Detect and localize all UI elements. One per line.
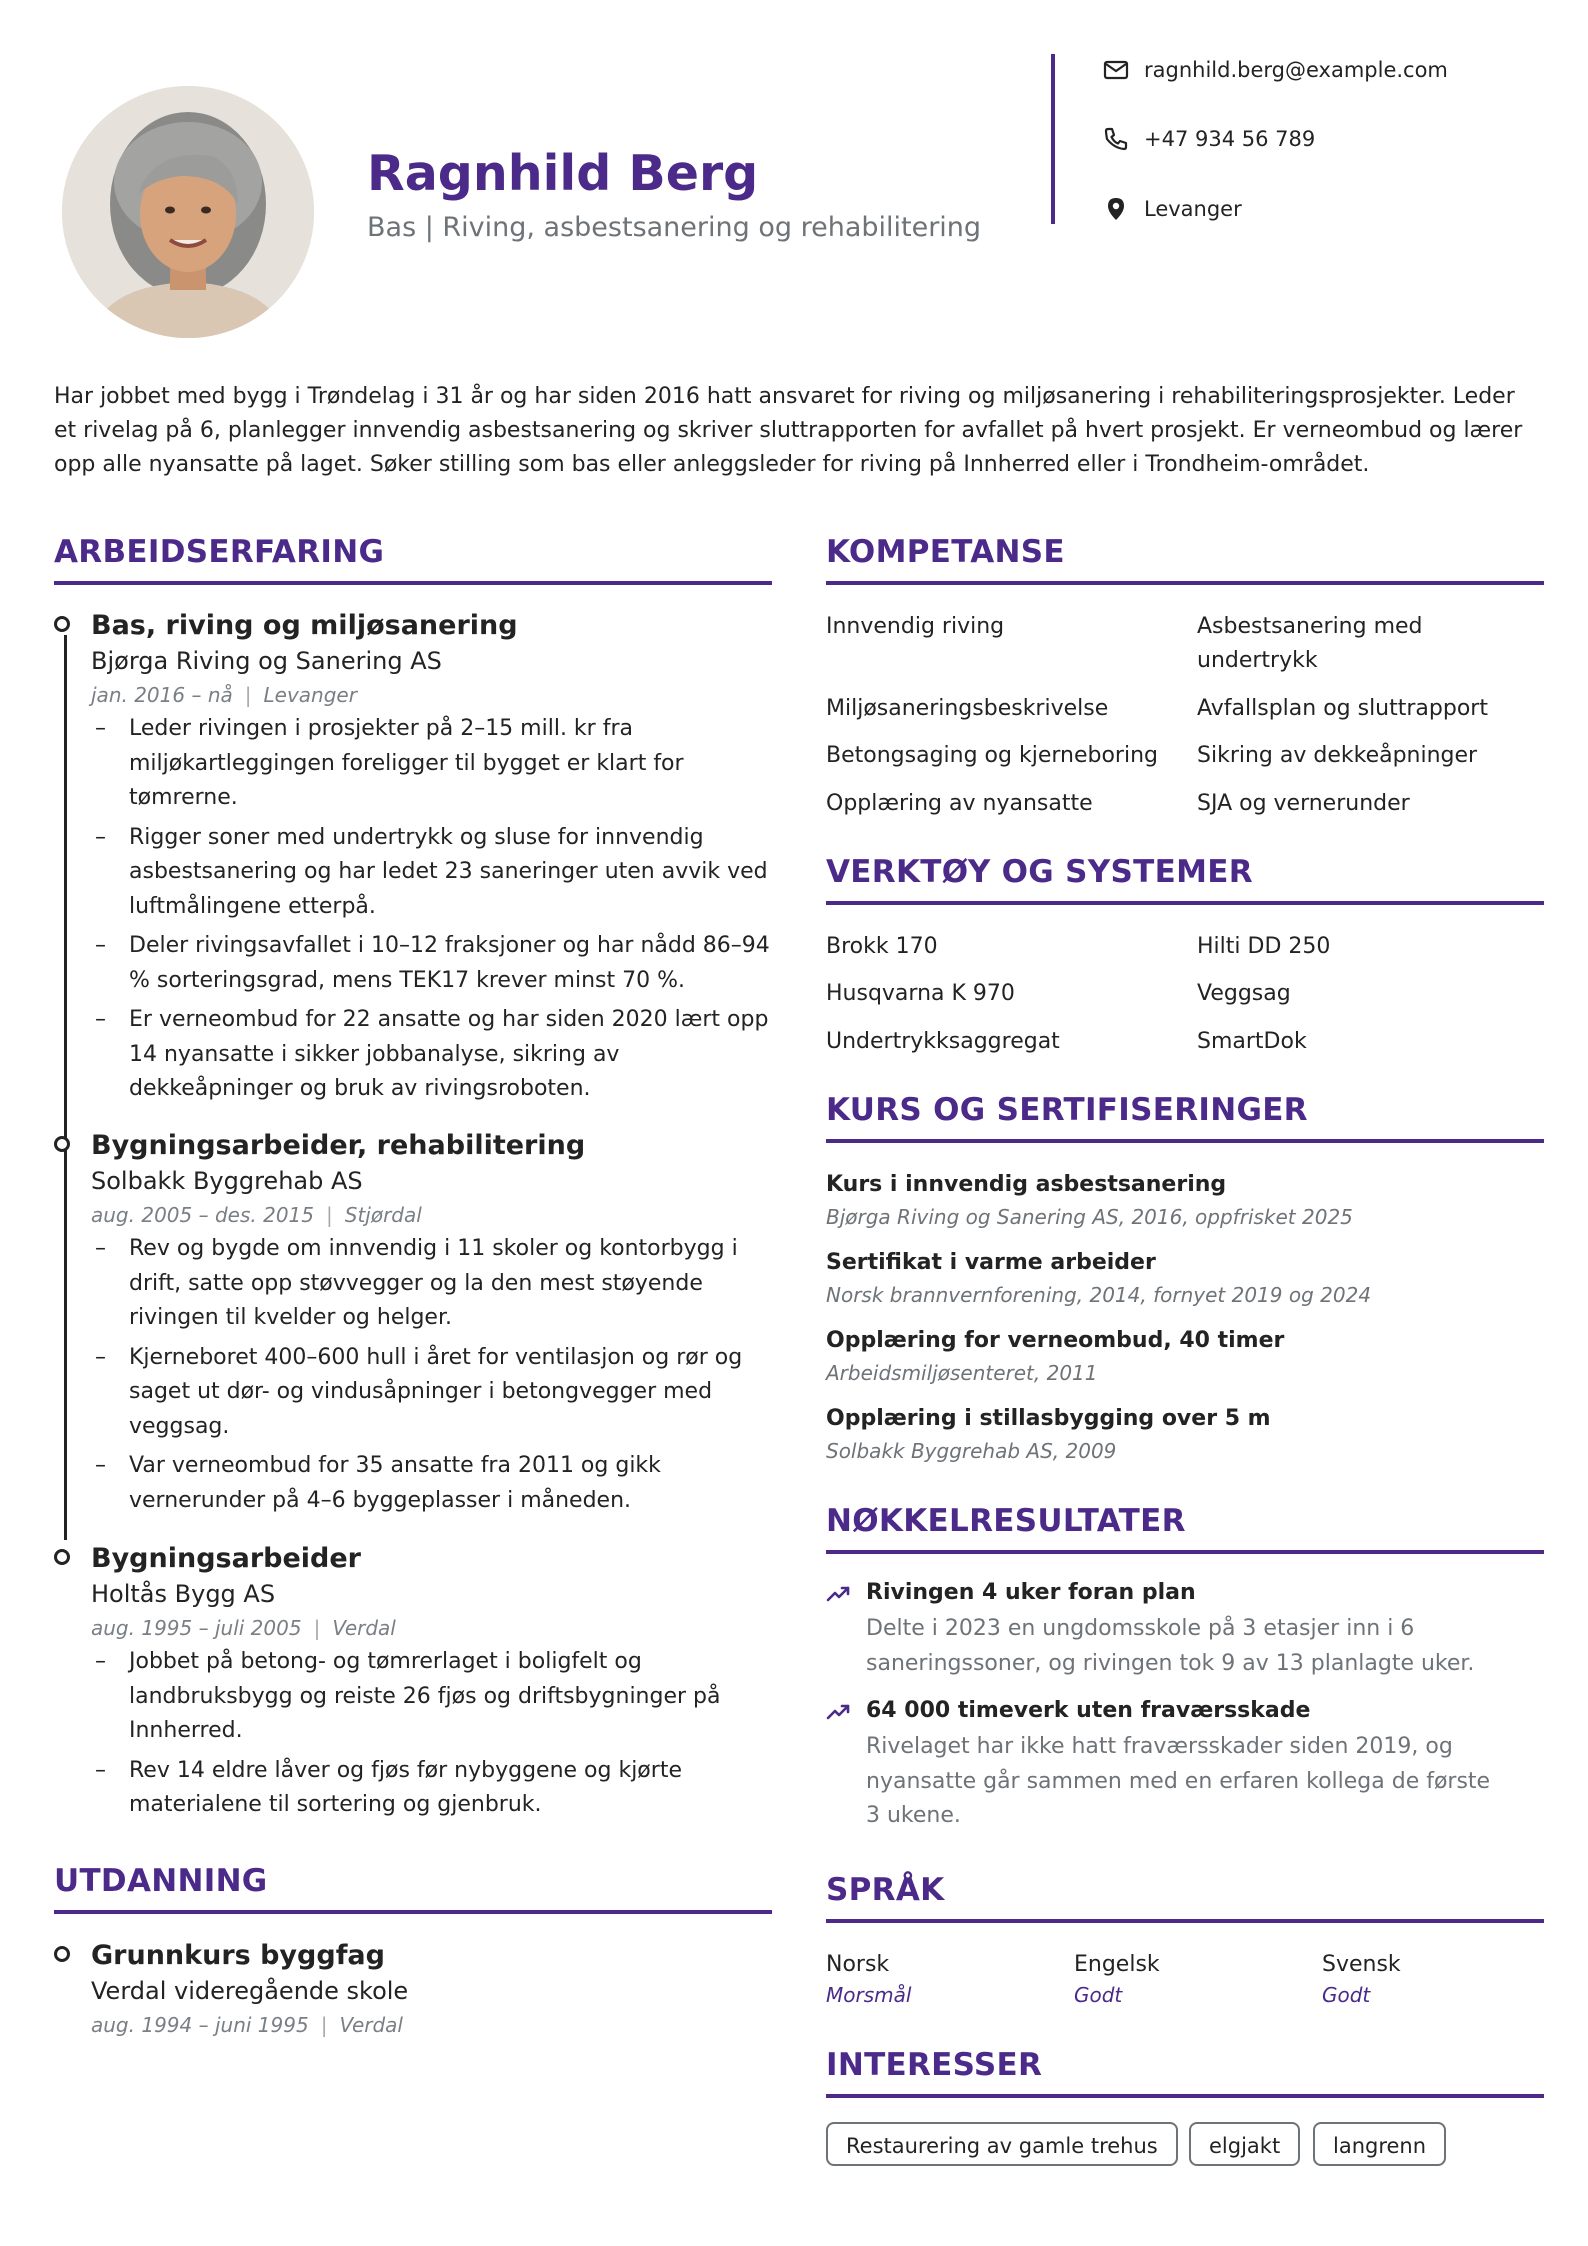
job-title: Bygningsarbeider, rehabilitering [91, 1130, 586, 1161]
email-text: ragnhild.berg@example.com [1144, 58, 1448, 82]
experience-item [54, 610, 774, 1110]
job-bullets [91, 712, 781, 1112]
course-title: Kurs i innvendig asbestsanering [826, 1172, 1227, 1197]
job-bullet: – Rev og bygde om innvendig i 11 skoler og kontorbygg i drift, satte opp støvvegger og la den mest støyende rivingen til kvelder og helger. [91, 1232, 781, 1336]
job-period: aug. 2005 – des. 2015 [91, 1203, 314, 1227]
language-item [1074, 1952, 1160, 2007]
skill-item: Sikring av dekkeåpninger [1197, 743, 1478, 768]
course-title: Opplæring for verneombud, 40 timer [826, 1328, 1285, 1353]
tool-item: Hilti DD 250 [1197, 934, 1331, 959]
job-location: Levanger [263, 683, 357, 707]
job-meta: aug. 1995 – juli 2005 | Verdal [91, 1616, 396, 1640]
job-company: Holtås Bygg AS [91, 1580, 276, 1608]
tools-grid [826, 930, 1544, 1060]
interest-chip: Restaurering av gamle trehus [826, 2122, 1178, 2166]
map-pin-icon [1102, 195, 1130, 223]
course-item [826, 1249, 1544, 1308]
trend-up-icon [826, 1584, 852, 1604]
tool-item: SmartDok [1197, 1029, 1307, 1054]
profile-summary: Har jobbet med bygg i Trøndelag i 31 år og har siden 2016 hatt ansvaret for riving og miljøsanering i rehabiliteringsprosjekter. Leder et rivelag på 6, planlegger innvendig asbestsanering og skriver sluttrapporten for avfallet på hvert prosjekt. Er verneombud og lærer opp alle nyansatte på laget. Søker stilling som bas eller anleggsleder for riving på Innherred eller i Trondheim-området. [54, 384, 1523, 477]
interests-list [826, 2122, 1544, 2170]
section-heading-tools: VERKTØY OG SYSTEMER [826, 854, 1544, 905]
job-bullet: – Deler rivingsavfallet i 10–12 fraksjoner og har nådd 86–94 % sorteringsgrad, mens TEK17 krever minst 70 %. [91, 929, 781, 998]
tool-item: Veggsag [1197, 981, 1291, 1006]
section-heading-experience: ARBEIDSERFARING [54, 534, 772, 585]
language-item [1322, 1952, 1401, 2007]
job-title: Bas, riving og miljøsanering [91, 610, 518, 641]
job-location: Verdal [332, 1616, 396, 1640]
course-item [826, 1405, 1544, 1464]
phone-text: +47 934 56 789 [1144, 127, 1316, 151]
job-company: Solbakk Byggrehab AS [91, 1167, 363, 1195]
phone-icon [1102, 125, 1130, 153]
language-item [826, 1952, 911, 2007]
job-bullet: – Kjerneboret 400–600 hull i året for ventilasjon og rør og saget ut dør- og vindusåpninger i betongvegger med veggsag. [91, 1341, 781, 1445]
tool-item: Brokk 170 [826, 934, 938, 959]
timeline-dot [54, 1136, 70, 1152]
education-item [54, 1940, 774, 2050]
language-name: Svensk [1322, 1952, 1401, 1977]
candidate-name: Ragnhild Berg [367, 145, 759, 202]
job-bullet: – Jobbet på betong- og tømrerlaget i boligfelt og landbruksbygg og reiste 26 fjøs og driftsbygninger på Innherred. [91, 1645, 781, 1749]
job-meta: aug. 2005 – des. 2015 | Stjørdal [91, 1203, 422, 1227]
trend-up-icon [826, 1702, 852, 1722]
interest-chip: langrenn [1313, 2122, 1446, 2166]
portrait-image [62, 86, 314, 338]
skill-item: Avfallsplan og sluttrapport [1197, 696, 1488, 721]
job-bullets [91, 1232, 781, 1523]
job-bullet: – Er verneombud for 22 ansatte og har siden 2020 lært opp 14 nyansatte i sikker jobbanalyse, sikring av dekkeåpninger og bruk av rivingsroboten. [91, 1003, 781, 1107]
course-source: Bjørga Riving og Sanering AS, 2016, oppfrisket 2025 [826, 1204, 1353, 1229]
education-meta: aug. 1994 – juni 1995 | Verdal [91, 2013, 403, 2037]
timeline-dot [54, 1549, 70, 1565]
result-description: Delte i 2023 en ungdomsskole på 3 etasjer inn i 6 saneringssoner, og rivingen tok 9 av 13 planlagte uker. [866, 1616, 1475, 1676]
language-level: Godt [1074, 1983, 1123, 2007]
language-name: Engelsk [1074, 1952, 1160, 1977]
tool-item: Husqvarna K 970 [826, 981, 1015, 1006]
education-school: Verdal videregående skole [91, 1977, 409, 2005]
skills-grid [826, 610, 1544, 830]
languages-list [826, 1952, 1544, 2012]
education-title: Grunnkurs byggfag [91, 1940, 385, 1971]
course-item [826, 1171, 1544, 1230]
skill-item: Betongsaging og kjerneboring [826, 743, 1158, 768]
course-title: Opplæring i stillasbygging over 5 m [826, 1406, 1271, 1431]
course-source: Solbakk Byggrehab AS, 2009 [826, 1438, 1117, 1463]
experience-item [54, 1130, 774, 1530]
course-title: Sertifikat i varme arbeider [826, 1250, 1156, 1275]
job-title: Bygningsarbeider [91, 1543, 361, 1574]
skill-item: Miljøsaneringsbeskrivelse [826, 696, 1109, 721]
job-bullets [91, 1645, 781, 1828]
timeline-dot [54, 616, 70, 632]
avatar [62, 86, 314, 338]
contact-divider [1051, 54, 1055, 224]
language-level: Godt [1322, 1983, 1371, 2007]
mail-icon [1102, 56, 1130, 84]
interest-chip: elgjakt [1189, 2122, 1300, 2166]
course-item [826, 1327, 1544, 1386]
section-heading-courses: KURS OG SERTIFISERINGER [826, 1092, 1544, 1143]
result-description: Rivelaget har ikke hatt fraværsskader siden 2019, og nyansatte går sammen med en erfaren kollega de første 3 ukene. [866, 1734, 1491, 1828]
timeline-dot [54, 1946, 70, 1962]
section-heading-skills: KOMPETANSE [826, 534, 1544, 585]
education-location: Verdal [339, 2013, 403, 2037]
tool-item: Undertrykksaggregat [826, 1029, 1060, 1054]
result-title: Rivingen 4 uker foran plan [866, 1580, 1196, 1605]
job-company: Bjørga Riving og Sanering AS [91, 647, 442, 675]
education-period: aug. 1994 – juni 1995 [91, 2013, 309, 2037]
job-period: jan. 2016 – nå [91, 683, 233, 707]
skill-item: Asbestsanering med undertrykk [1197, 614, 1423, 673]
experience-item [54, 1543, 774, 1843]
job-bullet: – Rev 14 eldre låver og fjøs før nybyggene og kjørte materialene til sortering og gjenbruk. [91, 1754, 781, 1823]
section-heading-results: NØKKELRESULTATER [826, 1503, 1544, 1554]
course-source: Arbeidsmiljøsenteret, 2011 [826, 1360, 1098, 1385]
job-meta: jan. 2016 – nå | Levanger [91, 683, 357, 707]
job-bullet: – Leder rivingen i prosjekter på 2–15 mill. kr fra miljøkartleggingen foreligger til bygget er klart for tømrerne. [91, 712, 781, 816]
job-bullet: – Rigger soner med undertrykk og sluse for innvendig asbestsanering og har ledet 23 saneringer uten avvik ved luftmålingene etterpå. [91, 821, 781, 925]
result-item [826, 1698, 1544, 1848]
job-location: Stjørdal [344, 1203, 422, 1227]
location-text: Levanger [1144, 197, 1242, 221]
result-item [826, 1580, 1544, 1690]
language-name: Norsk [826, 1952, 890, 1977]
section-heading-interests: INTERESSER [826, 2047, 1544, 2098]
section-heading-languages: SPRÅK [826, 1872, 1544, 1923]
course-source: Norsk brannvernforening, 2014, fornyet 2019 og 2024 [826, 1282, 1372, 1307]
job-period: aug. 1995 – juli 2005 [91, 1616, 302, 1640]
candidate-subtitle: Bas | Riving, asbestsanering og rehabilitering [367, 212, 982, 243]
skill-item: Opplæring av nyansatte [826, 791, 1093, 816]
skill-item: Innvendig riving [826, 614, 1005, 639]
skill-item: SJA og vernerunder [1197, 791, 1410, 816]
language-level: Morsmål [826, 1983, 912, 2007]
section-heading-education: UTDANNING [54, 1863, 772, 1914]
job-bullet: – Var verneombud for 35 ansatte fra 2011 og gikk vernerunder på 4–6 byggeplasser i måneden. [91, 1449, 781, 1518]
result-title: 64 000 timeverk uten fraværsskade [866, 1698, 1311, 1723]
